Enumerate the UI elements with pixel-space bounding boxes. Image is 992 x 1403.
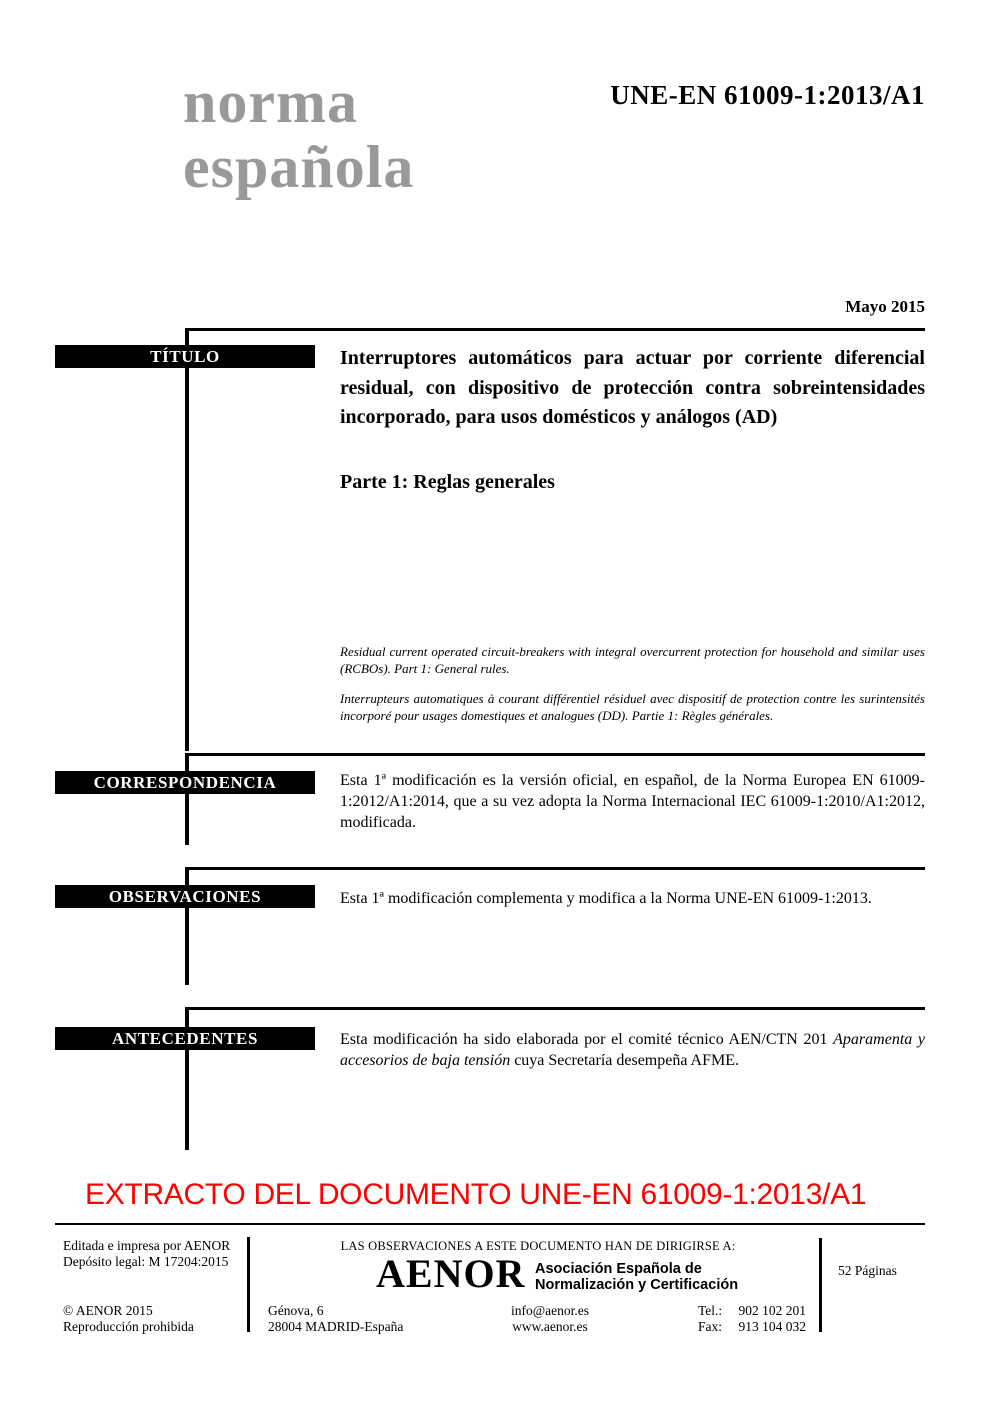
footer-tel-label: Tel.:	[698, 1303, 723, 1318]
observaciones-label: OBSERVACIONES	[55, 885, 315, 908]
footer-web-contact	[495, 1303, 605, 1334]
footer-top-rule	[55, 1223, 925, 1225]
antecedentes-text-end: cuya Secretaría desempeña AFME.	[510, 1052, 740, 1069]
footer-tel-value: 902 102 201	[738, 1303, 806, 1318]
footer-street: Génova, 6	[268, 1303, 324, 1318]
publication-date: Mayo 2015	[845, 297, 925, 316]
footer-reproduction: Reproducción prohibida	[63, 1318, 194, 1334]
footer-tel-row	[698, 1303, 806, 1319]
logo-line-2: española	[183, 134, 415, 200]
titulo-part: Parte 1: Reglas generales	[340, 471, 555, 493]
aenor-org-line-2: Normalización y Certificación	[535, 1277, 739, 1293]
title-english: Residual current operated circuit-breakers with integral overcurrent protection for household and similar uses (RCBOs). Part 1: General rules.	[340, 644, 925, 676]
footer-imprint	[63, 1238, 230, 1269]
footer-address	[268, 1303, 403, 1334]
footer-copyright: © AENOR 2015	[63, 1303, 153, 1318]
antecedentes-top-rule	[186, 1007, 925, 1010]
correspondencia-label: CORRESPONDENCIA	[55, 771, 315, 794]
titulo-text: Interruptores automáticos para actuar por corriente diferencial residual, con dispositivo de protección contra sobreintensidades incorporado, para usos domésticos y análogos (AD)	[340, 347, 925, 428]
titulo-vertical-rule	[185, 328, 189, 751]
footer-website: www.aenor.es	[512, 1318, 588, 1334]
correspondencia-text: Esta 1ª modificación es la versión oficial, en español, de la Norma Europea EN 61009-1:2012/A1:2014, que a su vez adopta la Norma Internacional IEC 61009-1:2010/A1:2012, modificada.	[340, 772, 925, 831]
footer-copyright-block	[63, 1303, 194, 1334]
footer-left-divider	[247, 1237, 250, 1332]
titulo-label: TÍTULO	[55, 345, 315, 368]
observaciones-text: Esta 1ª modificación complementa y modifica a la Norma UNE-EN 61009-1:2013.	[340, 890, 872, 907]
document-code: UNE-EN 61009-1:2013/A1	[610, 80, 925, 110]
correspondencia-vertical-rule	[185, 753, 189, 845]
footer-fax-row	[698, 1319, 806, 1335]
footer-city: 28004 MADRID-España	[268, 1318, 404, 1334]
footer-email: info@aenor.es	[510, 1303, 590, 1318]
aenor-org-line-1: Asociación Española de	[535, 1261, 702, 1277]
aenor-org-name	[535, 1261, 738, 1293]
title-french: Interrupteurs automatiques à courant différentiel résiduel avec dispositif de protection contre les surintensités incorporé pour usages domestiques et analogues (DD). Partie 1: Règles générales.	[340, 691, 925, 723]
antecedentes-label: ANTECEDENTES	[55, 1027, 315, 1050]
extracto-banner: EXTRACTO DEL DOCUMENTO UNE-EN 61009-1:2013/A1	[85, 1178, 867, 1211]
antecedentes-committee-name: Aparamenta y accesorios de baja tensión	[340, 1031, 926, 1069]
footer-edited-by: Editada e impresa por AENOR	[63, 1238, 231, 1253]
footer-notice: LAS OBSERVACIONES A ESTE DOCUMENTO HAN DE DIRIGIRSE A:	[340, 1239, 736, 1253]
correspondencia-top-rule	[186, 753, 925, 756]
aenor-logo: AENOR	[376, 1251, 526, 1296]
footer-fax-label: Fax:	[698, 1318, 723, 1334]
norma-espanola-logo	[183, 70, 414, 200]
titulo-top-rule	[186, 328, 925, 331]
footer-legal-deposit: Depósito legal: M 17204:2015	[63, 1253, 229, 1269]
footer-right-divider	[819, 1238, 822, 1332]
footer-phone-contact	[698, 1303, 806, 1334]
antecedentes-text	[340, 1029, 925, 1071]
logo-line-1: norma	[183, 69, 358, 135]
observaciones-top-rule	[186, 867, 925, 870]
footer-fax-value: 913 104 032	[738, 1318, 806, 1334]
antecedentes-text-start: Esta modificación ha sido elaborada por el comité técnico AEN/CTN 201	[340, 1031, 834, 1048]
footer-page-count: 52 Páginas	[838, 1263, 897, 1278]
